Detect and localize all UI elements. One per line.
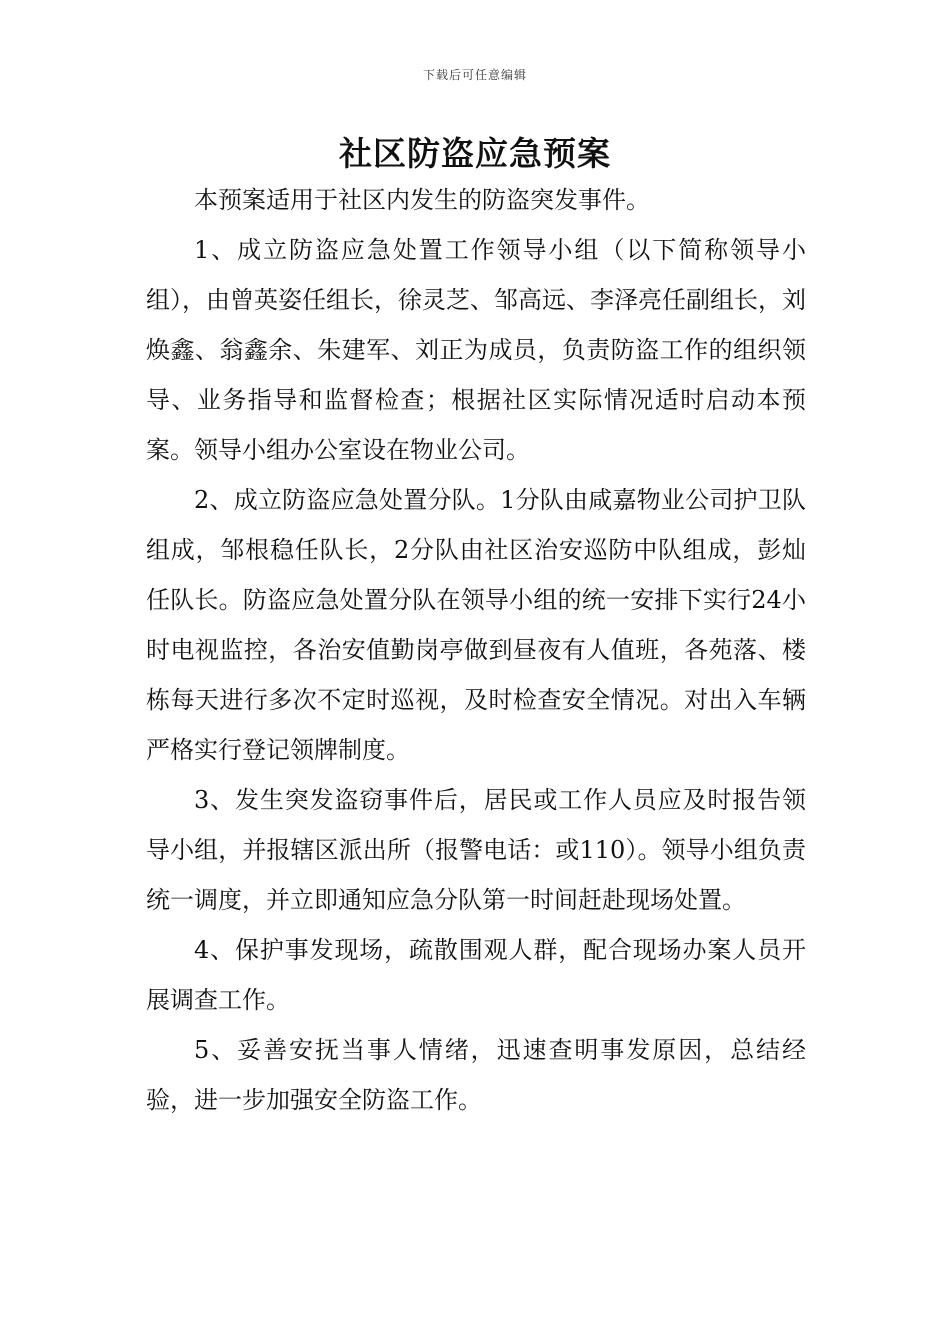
paragraph-item-2: 2、成立防盗应急处置分队。1分队由咸嘉物业公司护卫队组成，邹根稳任队长，2分队由社区治安巡防中队组成，彭灿任队长。防盗应急处置分队在领导小组的统一安排下实行24小时电视监控，各治安值勤岗亭做到昼夜有人值班，各苑落、楼栋每天进行多次不定时巡视，及时检查安全情况。对出入车辆严格实行登记领牌制度。 bbox=[146, 486, 806, 764]
document-title: 社区防盗应急预案 bbox=[339, 134, 611, 173]
paragraph-scope: 本预案适用于社区内发生的防盗突发事件。 bbox=[194, 186, 650, 214]
paragraph-item-5: 5、妥善安抚当事人情绪，迅速查明事发原因，总结经验，进一步加强安全防盗工作。 bbox=[146, 1036, 806, 1114]
document-body bbox=[146, 175, 806, 1125]
paragraph-item-3: 3、发生突发盗窃事件后，居民或工作人员应及时报告领导小组，并报辖区派出所（报警电话：或110）。领导小组负责统一调度，并立即通知应急分队第一时间赶赴现场处置。 bbox=[146, 786, 806, 914]
paragraph-item-1: 1、成立防盗应急处置工作领导小组（以下简称领导小组），由曾英姿任组长，徐灵芝、邹高远、李泽亮任副组长，刘焕鑫、翁鑫余、朱建军、刘正为成员，负责防盗工作的组织领导、业务指导和监督检查；根据社区实际情况适时启动本预案。领导小组办公室设在物业公司。 bbox=[146, 236, 806, 464]
header-note: 下载后可任意编辑 bbox=[422, 68, 527, 82]
paragraph-item-4: 4、保护事发现场，疏散围观人群，配合现场办案人员开展调查工作。 bbox=[146, 936, 806, 1014]
